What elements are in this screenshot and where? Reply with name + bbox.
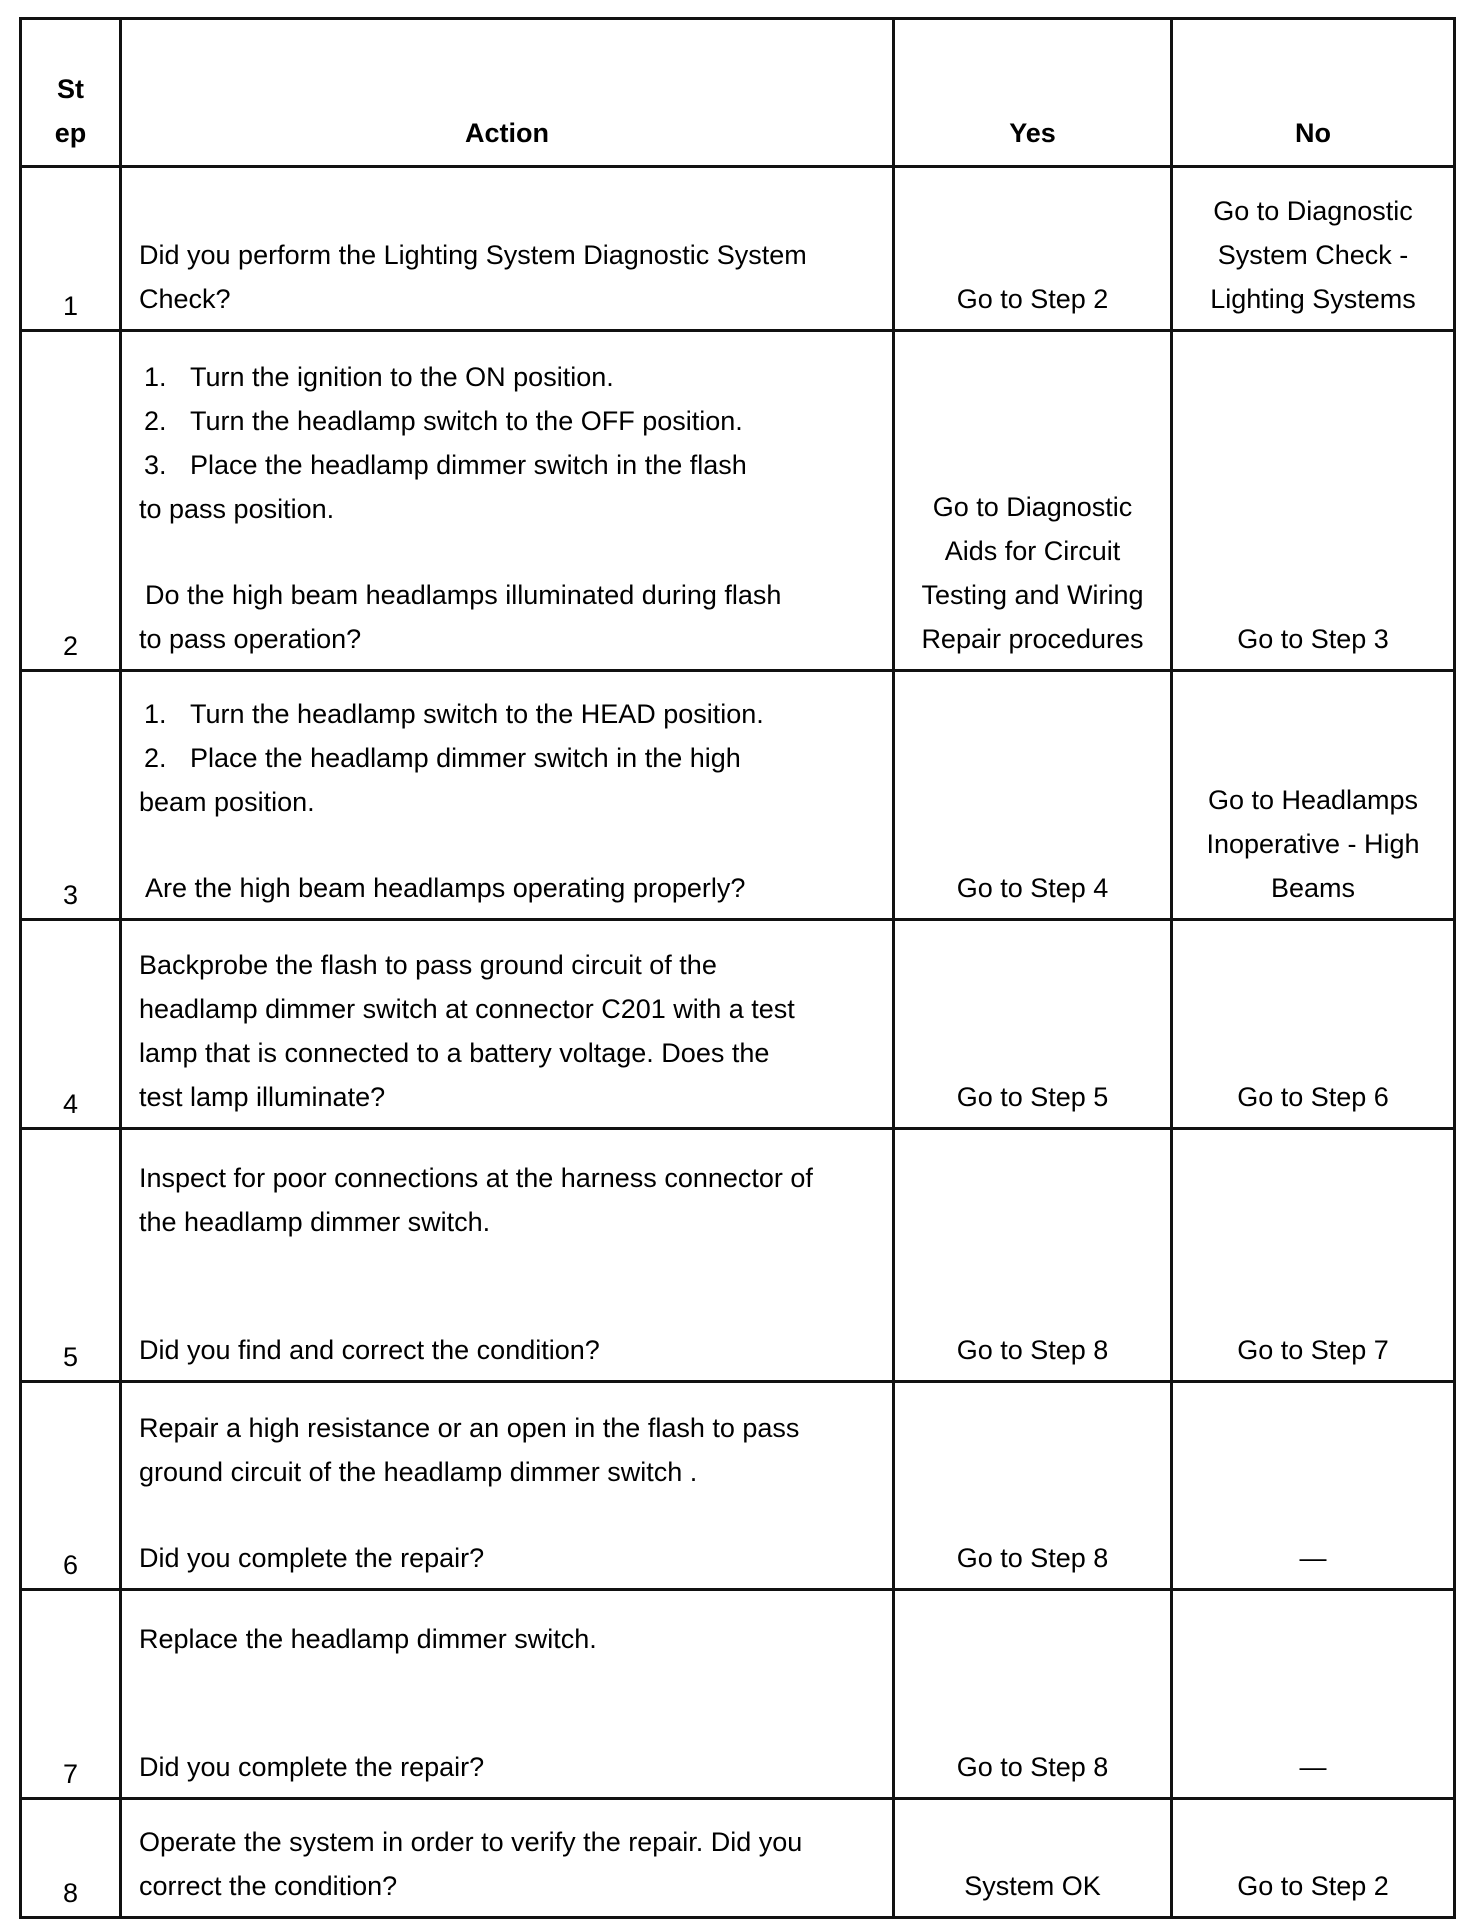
action-cell: Replace the headlamp dimmer switch. Did you complete the repair? (121, 1590, 894, 1799)
diagnostic-table (19, 17, 1456, 1919)
no-cell: Go to Step 2 (1172, 1799, 1455, 1918)
table-row (21, 1590, 1455, 1799)
yes-cell: Go to Step 8 (894, 1129, 1172, 1382)
no-cell: Go to Diagnostic System Check - Lighting Systems (1172, 167, 1455, 331)
table-row (21, 671, 1455, 920)
step-number: 7 (21, 1590, 121, 1799)
no-cell: Go to Step 3 (1172, 331, 1455, 671)
action-cell: Backprobe the flash to pass ground circuit of the headlamp dimmer switch at connector C201 with a test lamp that is connected to a battery voltage. Does the test lamp illuminate? (121, 920, 894, 1129)
header-row (21, 19, 1455, 167)
no-cell: — (1172, 1590, 1455, 1799)
no-cell: Go to Step 6 (1172, 920, 1455, 1129)
table-row (21, 1129, 1455, 1382)
no-cell: — (1172, 1382, 1455, 1590)
yes-cell: Go to Step 2 (894, 167, 1172, 331)
header-yes: Yes (894, 19, 1172, 167)
action-cell: Inspect for poor connections at the harness connector of the headlamp dimmer switch. Did you find and correct the condition? (121, 1129, 894, 1382)
table-row (21, 1382, 1455, 1590)
yes-cell: Go to Step 8 (894, 1590, 1172, 1799)
step-number: 1 (21, 167, 121, 331)
action-cell: Repair a high resistance or an open in the flash to pass ground circuit of the headlamp dimmer switch . Did you complete the repair? (121, 1382, 894, 1590)
header-action: Action (121, 19, 894, 167)
step-number: 4 (21, 920, 121, 1129)
step-number: 8 (21, 1799, 121, 1918)
step-number: 3 (21, 671, 121, 920)
no-cell: Go to Step 7 (1172, 1129, 1455, 1382)
header-step: St ep (21, 19, 121, 167)
yes-cell: System OK (894, 1799, 1172, 1918)
yes-cell: Go to Step 4 (894, 671, 1172, 920)
header-no: No (1172, 19, 1455, 167)
step-number: 2 (21, 331, 121, 671)
action-cell: 1. Turn the headlamp switch to the HEAD position. 2. Place the headlamp dimmer switch in the high beam position. Are the high beam headlamps operating properly? (121, 671, 894, 920)
table-row (21, 920, 1455, 1129)
action-cell: Did you perform the Lighting System Diagnostic System Check? (121, 167, 894, 331)
step-number: 6 (21, 1382, 121, 1590)
yes-cell: Go to Step 8 (894, 1382, 1172, 1590)
yes-cell: Go to Step 5 (894, 920, 1172, 1129)
step-number: 5 (21, 1129, 121, 1382)
no-cell: Go to Headlamps Inoperative - High Beams (1172, 671, 1455, 920)
table-row (21, 1799, 1455, 1918)
yes-cell: Go to Diagnostic Aids for Circuit Testing and Wiring Repair procedures (894, 331, 1172, 671)
action-cell: 1. Turn the ignition to the ON position. 2. Turn the headlamp switch to the OFF position. 3. Place the headlamp dimmer switch in the flash to pass position. Do the high beam headlamps illuminated during flash to pass operation? (121, 331, 894, 671)
table-row (21, 167, 1455, 331)
action-cell: Operate the system in order to verify the repair. Did you correct the condition? (121, 1799, 894, 1918)
table-row (21, 331, 1455, 671)
